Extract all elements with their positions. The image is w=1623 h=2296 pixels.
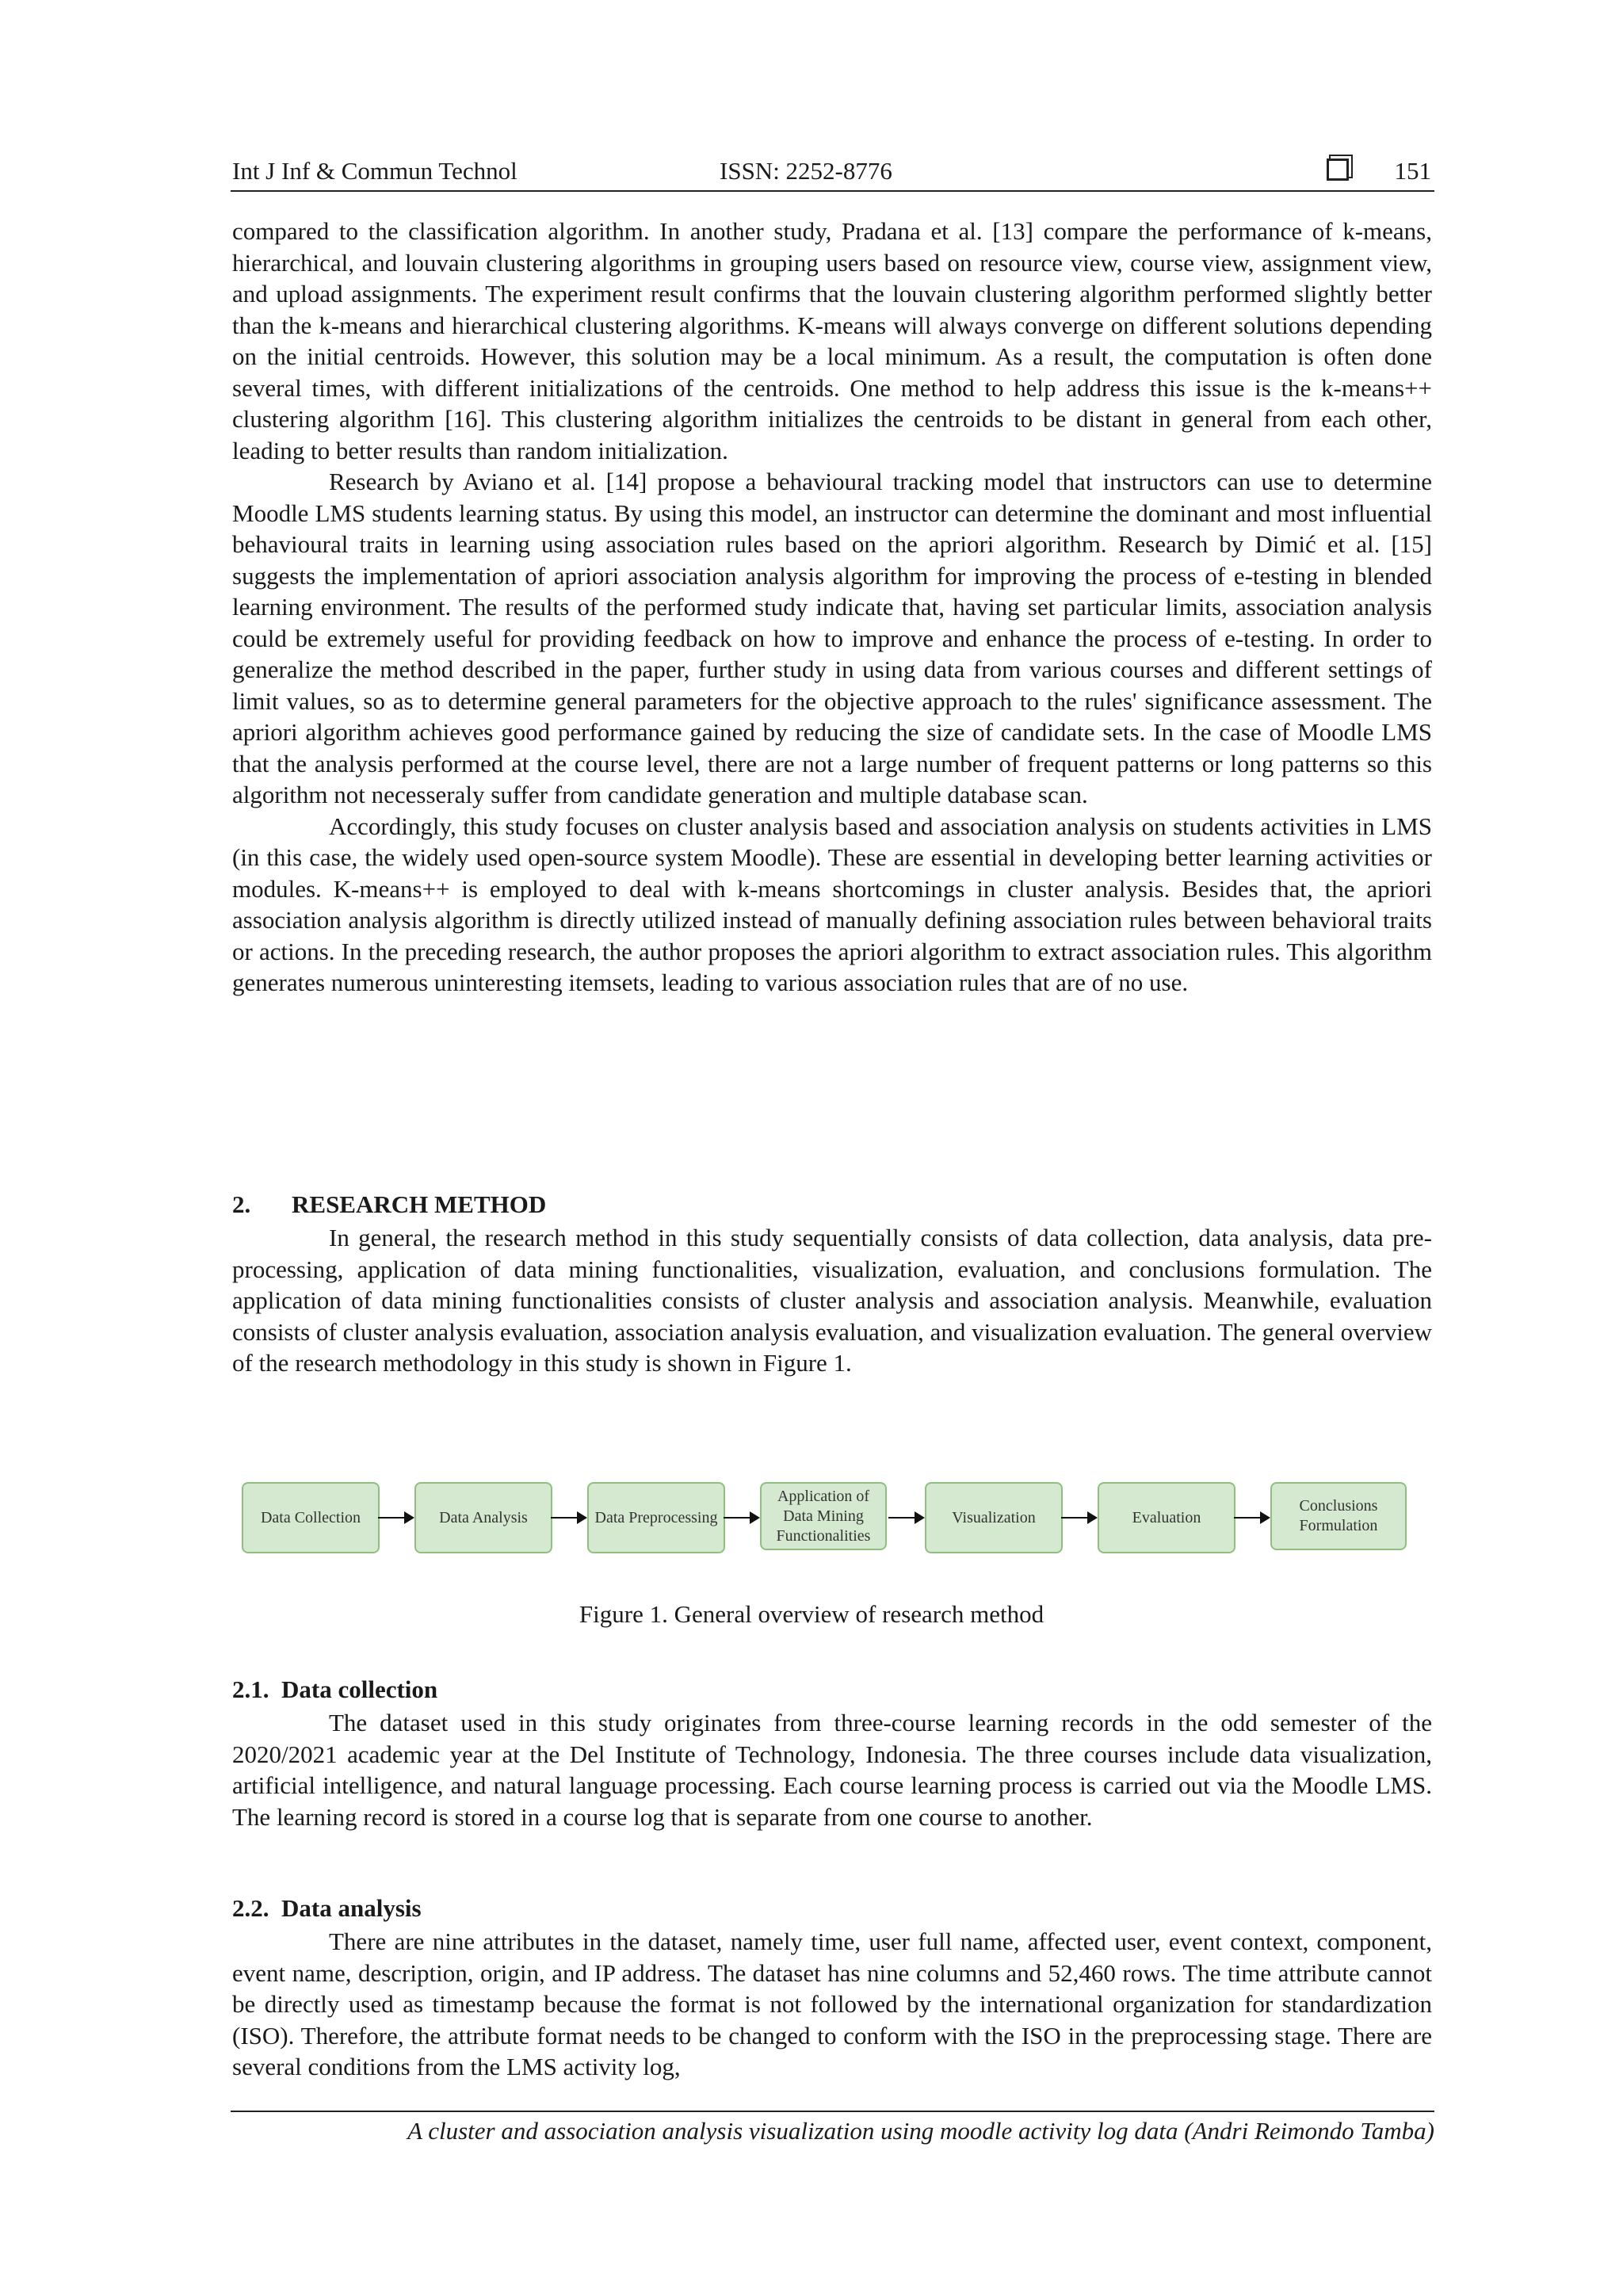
intro-paragraph-2: Research by Aviano et al. [14] propose a behavioural tracking model that instructors can use to determine Moodle LMS students learning status. By using this model, an instructor can determine the dominant and most influential behavioural traits in learning using association rules based on the apriori algorithm. Research by Dimić et al. [15] suggests the implementation of apriori association analysis algorithm for improving the process of e-testing in blended learning environment. The results of the performed study indicate that, having set particular limits, association analysis could be extremely useful for providing feedback on how to improve and enhance the process of e-testing. In order to generalize the method described in the paper, further study in using data from various courses and different settings of limit values, so as to determine general parameters for the objective approach to the rules' significance assessment. The apriori algorithm achieves good performance gained by reducing the size of candidate sets. In the case of Moodle LMS that the analysis performed at the course level, there are not a large number of frequent patterns or long patterns so this algorithm not necesseraly suffer from candidate generation and multiple database scan.	[232, 468, 1432, 808]
section-2-1-paragraph: The dataset used in this study originates from three-course learning records in the odd semester of the 2020/2021 academic year at the Del Institute of Technology, Indonesia. The three courses include data visualization, artificial intelligence, and natural language processing. Each course learning process is carried out via the Moodle LMS. The learning record is stored in a course log that is separate from one course to another.	[232, 1709, 1432, 1831]
section-title: RESEARCH METHOD	[292, 1190, 547, 1218]
section-2-2-paragraph: There are nine attributes in the dataset, namely time, user full name, affected user, event context, component, event name, description, origin, and IP address. The dataset has nine columns and 52,460 rows. The time attribute cannot be directly used as timestamp because the format is not followed by the international organization for standardization (ISO). Therefore, the attribute format needs to be changed to conform with the ISO in the preprocessing stage. There are several conditions from the LMS activity log,	[232, 1927, 1432, 2080]
journal-name: Int J Inf & Commun Technol	[232, 157, 517, 185]
flow-step-visualization: Visualization	[925, 1482, 1063, 1553]
intro-paragraph-3: Accordingly, this study focuses on cluster analysis based and association analysis on students activities in LMS (in this case, the widely used open-source system Moodle). These are essential in developing better learning activities or modules. K-means++ is employed to deal with k-means shortcomings in cluster analysis. Besides that, the apriori association analysis algorithm is directly utilized instead of manually defining association rules between behavioral traits or actions. In the preceding research, the author proposes the apriori algorithm to extract association rules. This algorithm generates numerous uninteresting itemsets, leading to various association rules that are of no use.	[232, 812, 1432, 996]
flow-step-data-mining: Application of Data Mining Functionalities	[760, 1482, 887, 1550]
section-2-1-heading	[232, 1675, 437, 1704]
flow-arrow	[1061, 1517, 1096, 1519]
flow-arrow	[378, 1517, 413, 1519]
flow-step-data-analysis: Data Analysis	[414, 1482, 552, 1553]
flow-arrow	[1234, 1517, 1269, 1519]
section-number: 2.1.	[232, 1675, 269, 1703]
section-title: Data collection	[281, 1675, 438, 1703]
section-2-heading	[232, 1190, 546, 1219]
flow-step-evaluation: Evaluation	[1098, 1482, 1235, 1553]
flow-step-data-collection: Data Collection	[242, 1482, 380, 1553]
page-number: 151	[1394, 157, 1431, 185]
running-header	[231, 155, 1434, 192]
section-number: 2.2.	[232, 1894, 269, 1922]
section-2-paragraph: In general, the research method in this study sequentially consists of data collection, data analysis, data pre-processing, application of data mining functionalities, visualization, evaluation, and conclusions formulation. The application of data mining functionalities consists of cluster analysis and association analysis. Meanwhile, evaluation consists of cluster analysis evaluation, association analysis evaluation, and visualization evaluation. The general overview of the research methodology in this study is shown in Figure 1.	[232, 1224, 1432, 1377]
section-2-text	[232, 1222, 1432, 1379]
flow-arrow	[724, 1517, 758, 1519]
running-footer: A cluster and association analysis visualization using moodle activity log data (Andri Reimondo Tamba)	[231, 2111, 1434, 2145]
intro-text	[232, 216, 1432, 999]
section-2-1-text	[232, 1707, 1432, 1832]
section-2-2-heading	[232, 1894, 422, 1923]
flow-arrow	[888, 1517, 923, 1519]
section-2-2-text	[232, 1926, 1432, 2083]
research-method-flowchart	[242, 1482, 1419, 1555]
flow-step-conclusions: Conclusions Formulation	[1270, 1482, 1407, 1550]
section-title: Data analysis	[281, 1894, 422, 1922]
issn: ISSN: 2252-8776	[720, 157, 892, 185]
intro-paragraph-1: compared to the classification algorithm. In another study, Pradana et al. [13] compare the performance of k-means, hierarchical, and louvain clustering algorithms in grouping users based on resource view, course view, assignment view, and upload assignments. The experiment result confirms that the louvain clustering algorithm performed slightly better than the k-means and hierarchical clustering algorithms. K-means will always converge on different solutions depending on the initial centroids. However, this solution may be a local minimum. As a result, the computation is often done several times, with different initializations of the centroids. One method to help address this issue is the k-means++ clustering algorithm [16]. This clustering algorithm initializes the centroids to be distant in general from each other, leading to better results than random initialization.	[232, 217, 1432, 464]
flow-step-data-preprocessing: Data Preprocessing	[587, 1482, 725, 1553]
section-number: 2.	[232, 1190, 251, 1218]
flow-arrow	[551, 1517, 586, 1519]
checkbox-square-icon	[1327, 159, 1349, 181]
figure-caption: Figure 1. General overview of research method	[579, 1600, 1044, 1628]
